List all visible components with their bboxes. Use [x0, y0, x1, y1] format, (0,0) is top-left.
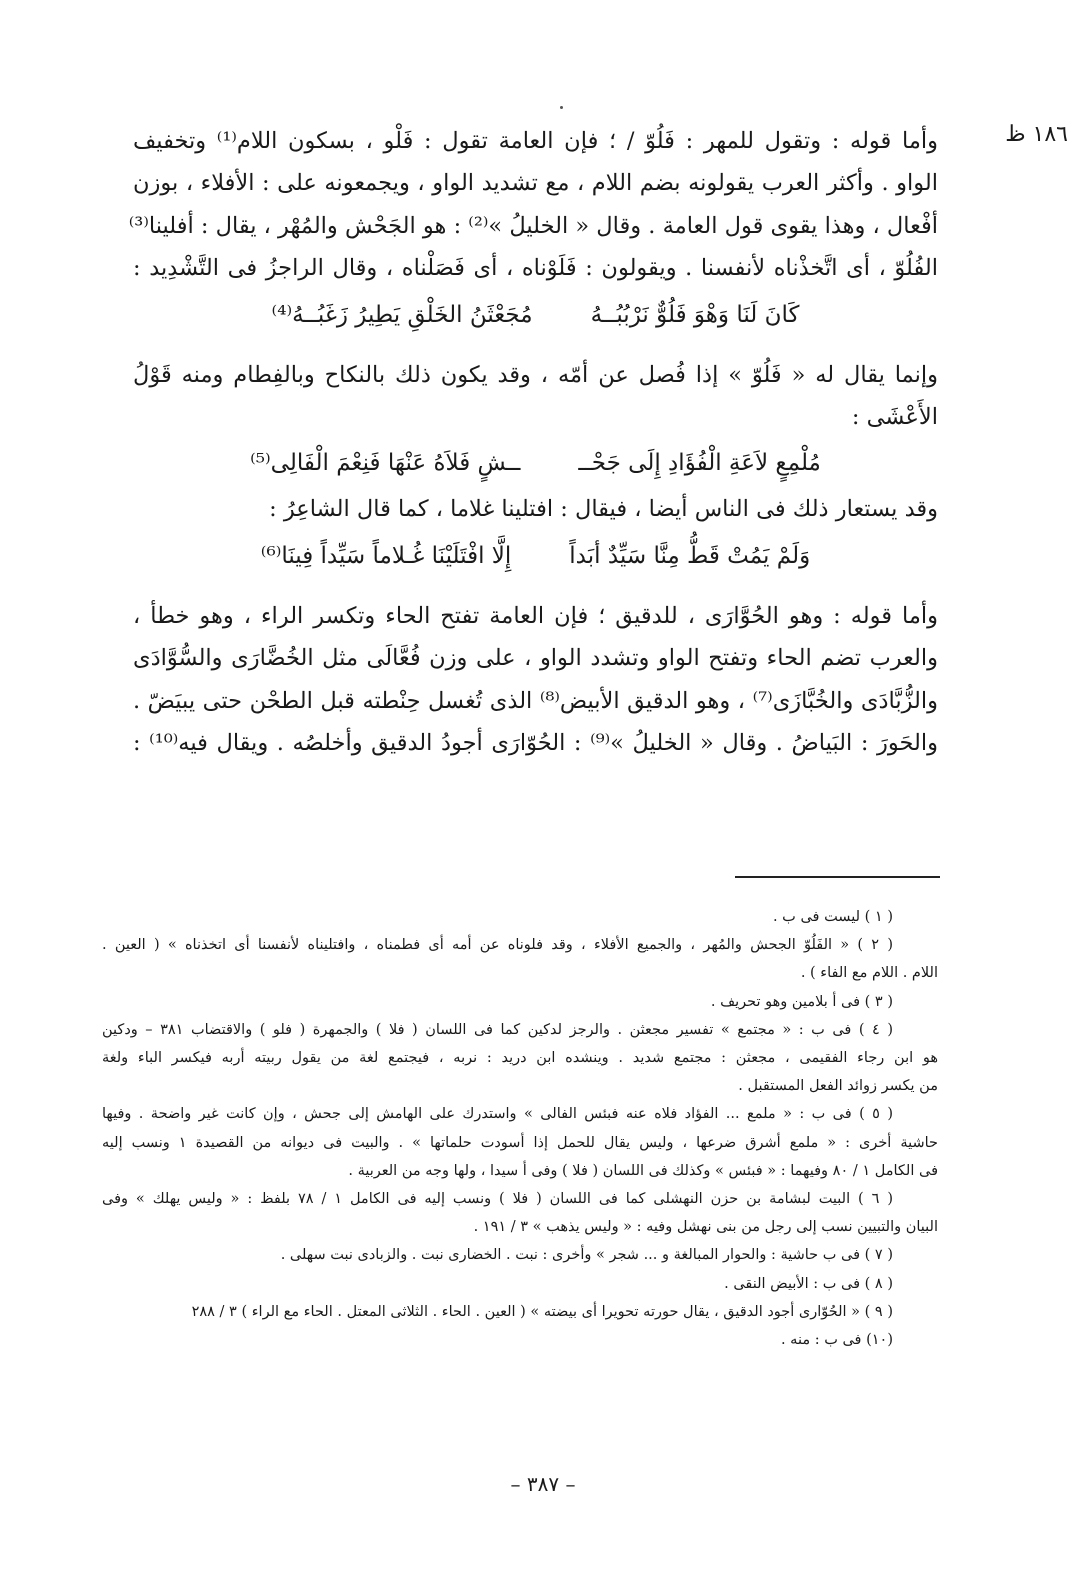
footnote-line: ( ٦ ) البيت لبشامة بن حزن النهشلى كما فى اللسان ( فلا ) ونسب إليه فى الكامل ١ / ٧٨ بلفظ : « وليس يهلك » وفى: [102, 1191, 893, 1208]
text-line: وأما قوله : وهو الحُوَّارَى ، للدقيق ؛ فإن العامة تفتح الحاء وتكسر الراء ، وهو خطأ ،: [133, 602, 938, 629]
footnote-line: ( ٨ ) فى ب : الأبيض النقى .: [724, 1275, 893, 1292]
footnote-line: من يكسر زوائد الفعل المستقبل .: [738, 1078, 938, 1095]
verse-hemistich-second: مُجَعْثَنُ الخَلْقِ يَطِيرُ زَغَبُــهُ⁽⁴⁾: [271, 301, 533, 328]
verse-hemistich-first: مُلْمِعٍ لاَعَةِ الْفُؤَادِ إِلَى جَحْــ: [578, 450, 821, 477]
text-line: وقد يستعار ذلك فى الناس أيضا ، فيقال : افتلينا غلاما ، كما قال الشاعِرُ :: [269, 496, 938, 523]
verse-hemistich-second: ــشٍ فَلاَهُ عَنْهَا فَنِعْمَ الْفَالِى⁽⁵⁾: [250, 450, 521, 477]
footnote-line: ( ٩ ) « الحُوّارى أجود الدقيق ، يقال حورته تحويرا أى بيضته » ( العين . الحاء . الثلاثى المعتل . الحاء مع الراء ) ٣ / ٢٨٨: [191, 1303, 893, 1320]
footnote-line: (١٠) فى ب : منه .: [780, 1332, 893, 1349]
text-line: والحَورَ : البَياضُ . وقال « الخليلُ »⁽⁹⁾ : الحُوّارَى أجودُ الدقيق وأخلصُه . ويقال فيه⁽¹⁰⁾ :: [133, 729, 938, 756]
footnote-line: حاشية أخرى : « ملمع أشرق ضرعها ، وليس يقال للحمل إذا أسودت حلماتها » . والبيت فى ديوانه من القصيدة ١ ونسب إليه: [102, 1134, 939, 1151]
page-number: – ٣٨٧ –: [510, 1472, 576, 1496]
verse-hemistich-first: وَلَمْ يَمُتْ قَطُّ مِنَّا سَيِّدٌ أبَداً: [569, 542, 811, 569]
footnote-separator: [735, 876, 940, 878]
footnote-line: ( ٢ ) « الفَلُوّ الجحش والمُهر ، والجميع الأفلاء ، وقد فلوناه عن أمه أى فطمناه ، وافتليناه لأنفسنا أى اتخذناه » ( العين .: [102, 937, 893, 954]
speck-mark: [560, 106, 563, 109]
footnote-line: البيان والتبيين نسب إلى رجل من بنى نهشل وفيه : « وليس يذهب » ٣ / ١٩١ .: [473, 1219, 938, 1236]
footnote-line: ( ٤ ) فى ب : « مجتمع » تفسير مجعثن . والرجز لدكين كما فى اللسان ( فلا ) والجمهرة ( فلو ) والاقتضاب ٣٨١ – ودكين: [102, 1021, 893, 1038]
text-line: وأما قوله : وتقول للمهر : فَلُوّ / ؛ فإن العامة تقول : فَلْو ، بسكون اللام⁽¹⁾ وتخفيف: [133, 128, 939, 154]
text-line: الأَعْشَى :: [851, 403, 938, 430]
text-line: أفْعال ، وهذا يقوى قول العامة . وقال « الخليلُ »⁽²⁾ : هو الجَحْش والمُهْر ، يقال : أفلينا⁽³⁾: [128, 212, 938, 239]
verse-hemistich-first: كَانَ لَنَا وَهْوَ فَلُوٌّ نَرْبُبُــهُ: [590, 301, 800, 328]
manuscript-folio-marker: ١٨٦ ظ: [1005, 122, 1068, 147]
main-text: [128, 120, 939, 764]
text-line: الفُلُوّ ، أى اتَّخذْناه لأنفسنا . ويقولون : فَلَوْناه ، أى فَصَلْناه ، وقال الراجزُ فى التَّشْدِيد :: [133, 255, 938, 282]
footnote-line: فى الكامل ١ / ٨٠ وفيهما : « فبئس » وكذلك فى اللسان ( فلا ) وفى أ سيدا ، ولها وجه من العربية .: [348, 1162, 938, 1179]
verse-hemistich-second: إِلَّا افْتَلَيْنَا غُـلاماً سَيِّداً فِينَا⁽⁶⁾: [260, 542, 512, 569]
footnote-line: هو ابن رجاء الفقيمى ، مجعثن : مجتمع شديد . وينشده ابن دريد : نربه ، فيجتمع لغة من يقول ربيته أربه فيكسر الباء ولغة: [102, 1050, 938, 1067]
text-line: الواو . وأكثر العرب يقولونه بضم اللام ، مع تشديد الواو ، ويجمعونه على : الأفلاء ، بوزن: [133, 170, 938, 197]
text-line: والعرب تضم الحاء وتفتح الواو وتشدد الواو ، على وزن فُعَّالَى مثل الخُضَّارَى والسُّوَّادَى: [133, 645, 938, 672]
spacer: [133, 340, 938, 354]
footnote-line: اللام . اللام مع الفاء ) .: [800, 965, 938, 982]
verse-line: [133, 290, 938, 340]
spacer: [133, 581, 938, 595]
footnote-line: ( ٧ ) فى ب حاشية : والحوار المبالغة و ... شجر » وأخرى : نبت . الخضارى نبت . والزبادى نبت سهلى .: [280, 1247, 893, 1264]
footnote-line: ( ٣ ) فى أ بلامين وهو تحريف .: [710, 993, 893, 1010]
footnotes: [102, 903, 938, 1354]
text-line: والزُّبَّادَى والخُبَّازَى⁽⁷⁾ ، وهو الدقيق الأبيض⁽⁸⁾ الذى تُغسل حِنْطته قبل الطحْن حتى يبيَضّ .: [133, 687, 938, 714]
verse-line: [133, 531, 938, 581]
footnote-line: ( ٥ ) فى ب : « ملمع ... الفؤاد فلاه عنه فبئس الفالى » واستدرك على الهامش إلى جحش ، وإن كانت غير واضحة . وفيها: [102, 1106, 893, 1123]
verse-line: [133, 438, 938, 488]
text-line: وإنما يقال له « فَلُوّ » إذا فُصل عن أمّه ، وقد يكون ذلك بالنكاح وبالفِطام ومنه قَوْلُ: [133, 361, 938, 388]
footnote-line: ( ١ ) ليست فى ب .: [772, 909, 893, 925]
